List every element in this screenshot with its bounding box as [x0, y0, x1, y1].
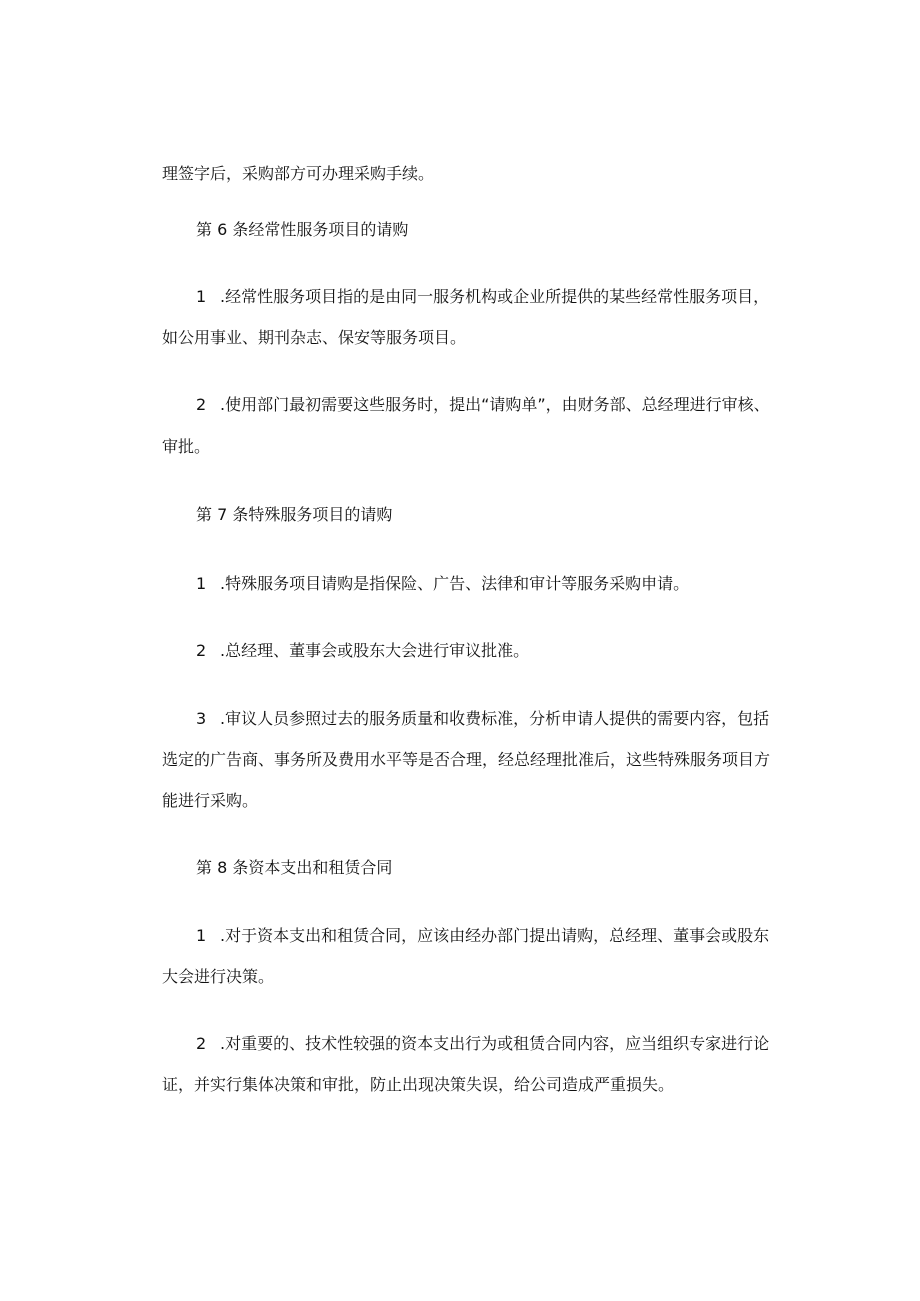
- list-item-8-2: [196, 1033, 769, 1055]
- line-text: 第 6 条经常性服务项目的请购: [196, 220, 409, 239]
- line-text: .特殊服务项目请购是指保险、广告、法律和审计等服务采购申请。: [220, 574, 690, 593]
- list-item-8-1-continuation: [162, 966, 274, 988]
- item-number: 1: [196, 926, 207, 945]
- line-text: 证，并实行集体决策和审批，防止出现决策失误，给公司造成严重损失。: [162, 1075, 675, 1094]
- line-text: .对于资本支出和租赁合同，应该由经办部门提出请购，总经理、董事会或股东: [220, 926, 770, 945]
- line-text: .经常性服务项目指的是由同一服务机构或企业所提供的某些经常性服务项目，: [220, 287, 770, 306]
- line-text: .对重要的、技术性较强的资本支出行为或租赁合同内容，应当组织专家进行论: [220, 1034, 770, 1053]
- line-text: .审议人员参照过去的服务质量和收费标准，分析申请人提供的需要内容，包括: [220, 709, 770, 728]
- list-item-7-3-continuation: [162, 790, 258, 812]
- article-heading-8: [196, 857, 392, 879]
- line-text: .总经理、董事会或股东大会进行审议批准。: [220, 641, 530, 660]
- list-item-8-2-continuation: [162, 1074, 674, 1096]
- line-text: .使用部门最初需要这些服务时，提出“请购单”，由财务部、总经理进行审核、: [220, 395, 770, 414]
- line-text: 理签字后，采购部方可办理采购手续。: [162, 164, 435, 183]
- list-item-6-2-continuation: [162, 436, 210, 458]
- list-item-6-2: [196, 394, 770, 416]
- line-text: 选定的广告商、事务所及费用水平等是否合理，经总经理批准后，这些特殊服务项目方: [162, 750, 771, 769]
- item-number: 1: [196, 574, 207, 593]
- item-number: 2: [196, 395, 207, 414]
- item-number: 1: [196, 287, 207, 306]
- article-heading-6: [196, 219, 408, 241]
- article-heading-7: [196, 504, 392, 526]
- item-number: 3: [196, 709, 207, 728]
- list-item-6-1: [196, 286, 769, 308]
- item-number: 2: [196, 1034, 207, 1053]
- list-item-6-1-continuation: [162, 327, 466, 349]
- list-item-7-3: [196, 708, 769, 730]
- line-text: 能进行采购。: [162, 791, 259, 810]
- line-text: 审批。: [162, 437, 211, 456]
- line-text: 第 7 条特殊服务项目的请购: [196, 505, 393, 524]
- item-number: 2: [196, 641, 207, 660]
- list-item-7-2: [196, 640, 529, 662]
- line-text: 如公用事业、期刊杂志、保安等服务项目。: [162, 328, 467, 347]
- list-item-8-1: [196, 925, 769, 947]
- list-item-7-3-continuation: [162, 749, 770, 771]
- line-text: 大会进行决策。: [162, 967, 275, 986]
- paragraph-continuation: [162, 163, 434, 185]
- list-item-7-1: [196, 573, 689, 595]
- line-text: 第 8 条资本支出和租赁合同: [196, 858, 393, 877]
